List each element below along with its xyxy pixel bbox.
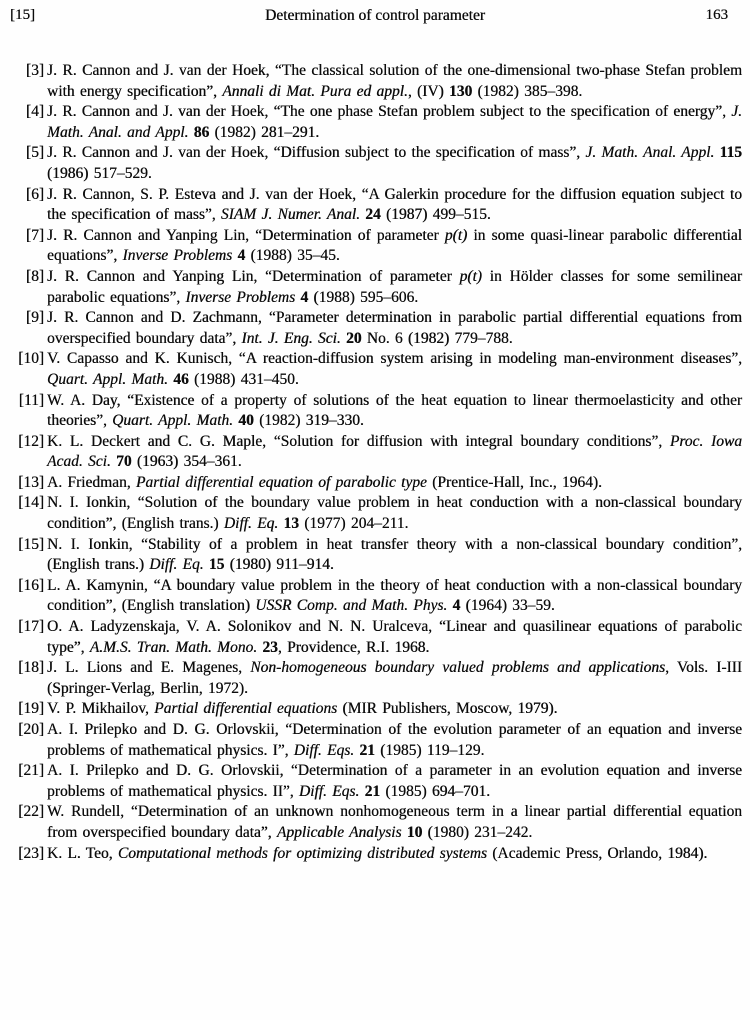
reference-segment: W. A. Day, “Existence of a property of solutions of the heat equation to linear thermoelasticity and other theories”, — [47, 391, 742, 430]
reference-title-italic: Inverse Problems — [185, 288, 296, 306]
reference-volume-bold: 24 — [365, 206, 381, 224]
reference-item — [20, 699, 742, 720]
reference-text — [47, 350, 742, 388]
reference-segment: (Prentice-Hall, Inc., 1964). — [426, 473, 602, 491]
reference-number: [9] — [25, 309, 44, 327]
reference-text — [47, 700, 557, 717]
reference-segment: , Vols. I-III (Springer-Verlag, Berlin, 1972). — [47, 659, 742, 697]
reference-item — [20, 802, 742, 843]
reference-volume-bold: 13 — [283, 515, 299, 533]
reference-segment: (1985) 119–129. — [374, 741, 485, 759]
reference-text — [47, 144, 742, 182]
reference-volume-bold: 15 — [208, 556, 225, 574]
reference-number: [3] — [25, 62, 44, 79]
reference-item — [20, 143, 742, 184]
page-header — [0, 0, 750, 24]
reference-segment: J. R. Cannon and Yanping Lin, “Determination of parameter — [47, 226, 445, 244]
reference-number: [20] — [18, 721, 44, 738]
reference-volume-bold: 130 — [448, 82, 473, 100]
reference-title-italic: J. Math. Anal. Appl. — [585, 144, 715, 162]
reference-volume-bold: 46 — [173, 370, 189, 388]
reference-item — [20, 761, 742, 802]
reference-title-italic: Quart. Appl. Math. — [112, 412, 234, 430]
reference-number: [18] — [18, 659, 44, 677]
reference-item — [20, 349, 742, 390]
reference-segment: N. I. Ionkin, “Solution of the boundary value problem in heat conduction with a non-classical boundary condition”, (English trans.) — [47, 494, 742, 533]
reference-volume-bold: 20 — [346, 329, 362, 347]
reference-volume-bold: 10 — [406, 823, 423, 841]
reference-segment: A. I. Prilepko and D. G. Orlovskii, “Determination of a parameter in an evolution equation and inverse problems of mathematical physics. II”, — [47, 762, 742, 800]
reference-segment: (1986) 517–529. — [47, 164, 152, 182]
reference-title-italic: Proc. Iowa Acad. Sci. — [47, 432, 742, 471]
reference-segment: (1982) 385–398. — [472, 82, 583, 100]
reference-text — [47, 186, 742, 224]
reference-title-italic: Partial differential equations — [154, 700, 338, 718]
reference-list — [0, 61, 750, 864]
reference-title-italic: Diff. Eq. — [149, 556, 204, 574]
reference-title-italic: Diff. Eq. — [223, 515, 279, 533]
reference-segment: J. R. Cannon and J. van der Hoek, “The one phase Stefan problem subject to the specification of energy”, — [47, 103, 732, 121]
reference-item — [20, 473, 742, 494]
reference-number: [7] — [25, 226, 44, 244]
reference-volume-bold: 70 — [116, 453, 132, 471]
reference-title-italic: p(t) — [459, 267, 482, 285]
reference-item — [20, 267, 742, 308]
reference-text — [47, 577, 742, 615]
reference-volume-bold: 4 — [300, 288, 309, 306]
reference-title-italic: Partial differential equation of parabolic type — [135, 473, 427, 491]
reference-text — [47, 227, 742, 265]
reference-title-italic: SIAM J. Numer. Anal. — [220, 206, 360, 224]
reference-title-italic: Diff. Eqs. — [293, 741, 355, 759]
reference-title-italic: Computational methods for optimizing distributed systems — [117, 844, 487, 862]
reference-volume-bold: 23 — [262, 638, 278, 656]
reference-number: [14] — [18, 494, 44, 512]
reference-segment: , Providence, R.I. 1968. — [277, 638, 430, 656]
reference-text — [47, 474, 602, 491]
reference-segment: J. R. Cannon, S. P. Esteva and J. van der Hoek, “A Galerkin procedure for the diffusion equation subject to the specification of mass”, — [47, 185, 742, 224]
reference-text — [47, 309, 742, 347]
reference-number: [15] — [18, 535, 44, 553]
reference-segment: (1988) 35–45. — [245, 247, 340, 265]
reference-number: [4] — [25, 103, 44, 121]
reference-text — [47, 103, 742, 141]
reference-segment: (1980) 911–914. — [224, 556, 334, 574]
reference-title-italic: Annali di Mat. Pura ed appl. — [222, 82, 408, 100]
reference-text — [47, 618, 742, 656]
reference-number: [12] — [18, 432, 44, 450]
reference-text — [47, 268, 742, 306]
reference-segment: L. A. Kamynin, “A boundary value problem in the theory of heat conduction with a non-classical boundary condition”, (English translation) — [47, 576, 742, 615]
reference-number: [6] — [25, 185, 44, 203]
reference-segment: O. A. Ladyzenskaja, V. A. Solonikov and N. N. Uralceva, “Linear and quasilinear equations of parabolic type”, — [47, 618, 742, 656]
reference-segment: K. L. Teo, — [47, 844, 118, 862]
reference-title-italic: J. Math. Anal. and Appl. — [47, 103, 742, 141]
running-title: Determination of control parameter — [265, 7, 485, 24]
reference-volume-bold: 21 — [364, 782, 381, 800]
reference-number: [21] — [18, 762, 44, 780]
reference-item — [20, 535, 742, 576]
reference-item — [20, 185, 742, 226]
reference-segment: (1977) 204–211. — [298, 515, 409, 533]
reference-segment: (1988) 431–450. — [188, 370, 299, 388]
reference-segment: W. Rundell, “Determination of an unknown nonhomogeneous term in a linear partial differential equation from overspecified boundary data”, — [47, 803, 742, 841]
reference-text — [47, 845, 707, 862]
reference-segment: (1985) 694–701. — [380, 782, 491, 800]
reference-text — [47, 62, 742, 100]
reference-volume-bold: 115 — [719, 144, 742, 162]
reference-number: [8] — [25, 267, 44, 285]
reference-segment: (1982) 319–330. — [253, 412, 364, 430]
reference-item — [20, 617, 742, 658]
reference-item — [20, 493, 742, 534]
reference-number: [23] — [18, 844, 44, 862]
reference-text — [47, 494, 742, 532]
reference-segment: N. I. Ionkin, “Stability of a problem in heat transfer theory with a non-classical boundary condition”, (English trans.) — [47, 535, 742, 574]
reference-item — [20, 308, 742, 349]
reference-segment: V. Capasso and K. Kunisch, “A reaction-diffusion system arising in modeling man-environment diseases”, — [47, 350, 742, 368]
reference-segment: (1988) 595–606. — [308, 288, 419, 306]
reference-segment: A. Friedman, — [47, 473, 136, 491]
reference-volume-bold: 4 — [452, 597, 461, 615]
reference-text — [47, 659, 742, 697]
reference-title-italic: Int. J. Eng. Sci. — [241, 329, 341, 347]
reference-item — [20, 576, 742, 617]
reference-item — [20, 658, 742, 699]
reference-item — [20, 720, 742, 761]
reference-item — [20, 226, 742, 267]
reference-segment: J. R. Cannon and Yanping Lin, “Determination of parameter — [47, 267, 460, 285]
reference-segment: (1982) 281–291. — [209, 123, 320, 141]
reference-number: [10] — [18, 350, 44, 368]
reference-text — [47, 762, 742, 800]
reference-segment: in Hölder classes for some semilinear parabolic equations”, — [47, 267, 742, 306]
reference-title-italic: Applicable Analysis — [276, 823, 402, 841]
reference-segment: J. L. Lions and E. Magenes, — [47, 659, 251, 677]
reference-volume-bold: 4 — [237, 247, 246, 265]
reference-item — [20, 61, 742, 102]
reference-segment: (MIR Publishers, Moscow, 1979). — [337, 700, 558, 718]
reference-number: [11] — [18, 391, 44, 409]
page-number: 163 — [705, 7, 728, 23]
reference-segment: K. L. Deckert and C. G. Maple, “Solution for diffusion with integral boundary conditions”, — [47, 432, 670, 450]
reference-volume-bold: 21 — [359, 741, 375, 759]
reference-segment: (1987) 499–515. — [380, 206, 491, 224]
reference-item — [20, 844, 742, 865]
reference-segment: in some quasi-linear parabolic differential equations”, — [47, 226, 742, 265]
reference-volume-bold: 40 — [238, 412, 254, 430]
reference-title-italic: USSR Comp. and Math. Phys. — [255, 597, 448, 615]
reference-segment: (1963) 354–361. — [131, 453, 242, 471]
reference-text — [47, 392, 742, 430]
reference-text — [47, 803, 742, 841]
reference-number: [22] — [18, 803, 44, 821]
reference-text — [47, 536, 742, 574]
reference-number: [16] — [18, 576, 44, 594]
reference-segment: V. P. Mikhailov, — [47, 700, 155, 718]
reference-text — [47, 721, 742, 759]
reference-title-italic: A.M.S. Tran. Math. Mono. — [89, 638, 258, 656]
reference-number: [13] — [18, 473, 44, 491]
reference-segment: A. I. Prilepko and D. G. Orlovskii, “Determination of the evolution parameter of an equation and inverse problems of mathematical physics. I”, — [47, 721, 742, 759]
reference-item — [20, 102, 742, 143]
reference-title-italic: Inverse Problems — [122, 247, 233, 265]
reference-number: [5] — [25, 144, 44, 162]
reference-segment: (1964) 33–59. — [460, 597, 555, 615]
reference-segment: J. R. Cannon and J. van der Hoek, “The classical solution of the one-dimensional two-phase Stefan problem with energy specification”, — [47, 62, 742, 100]
reference-segment: , (IV) — [407, 82, 449, 100]
reference-item — [20, 391, 742, 432]
reference-segment: (Academic Press, Orlando, 1984). — [486, 844, 708, 862]
reference-segment: No. 6 (1982) 779–788. — [361, 329, 513, 347]
reference-title-italic: p(t) — [444, 226, 468, 244]
reference-title-italic: Non-homogeneous boundary valued problems and applications — [250, 659, 666, 677]
reference-item — [20, 432, 742, 473]
reference-number: [19] — [18, 700, 44, 718]
reference-title-italic: Diff. Eqs. — [298, 782, 360, 800]
reference-volume-bold: 86 — [193, 123, 210, 141]
header-left-ref: [15] — [10, 7, 35, 23]
reference-segment: J. R. Cannon and D. Zachmann, “Parameter determination in parabolic partial differential equations from overspecified boundary data”, — [47, 309, 742, 347]
reference-segment: (1980) 231–242. — [422, 823, 533, 841]
reference-text — [47, 433, 742, 471]
reference-number: [17] — [18, 618, 44, 636]
reference-segment: J. R. Cannon and J. van der Hoek, “Diffusion subject to the specification of mass”, — [47, 144, 586, 162]
reference-title-italic: Quart. Appl. Math. — [47, 370, 168, 388]
